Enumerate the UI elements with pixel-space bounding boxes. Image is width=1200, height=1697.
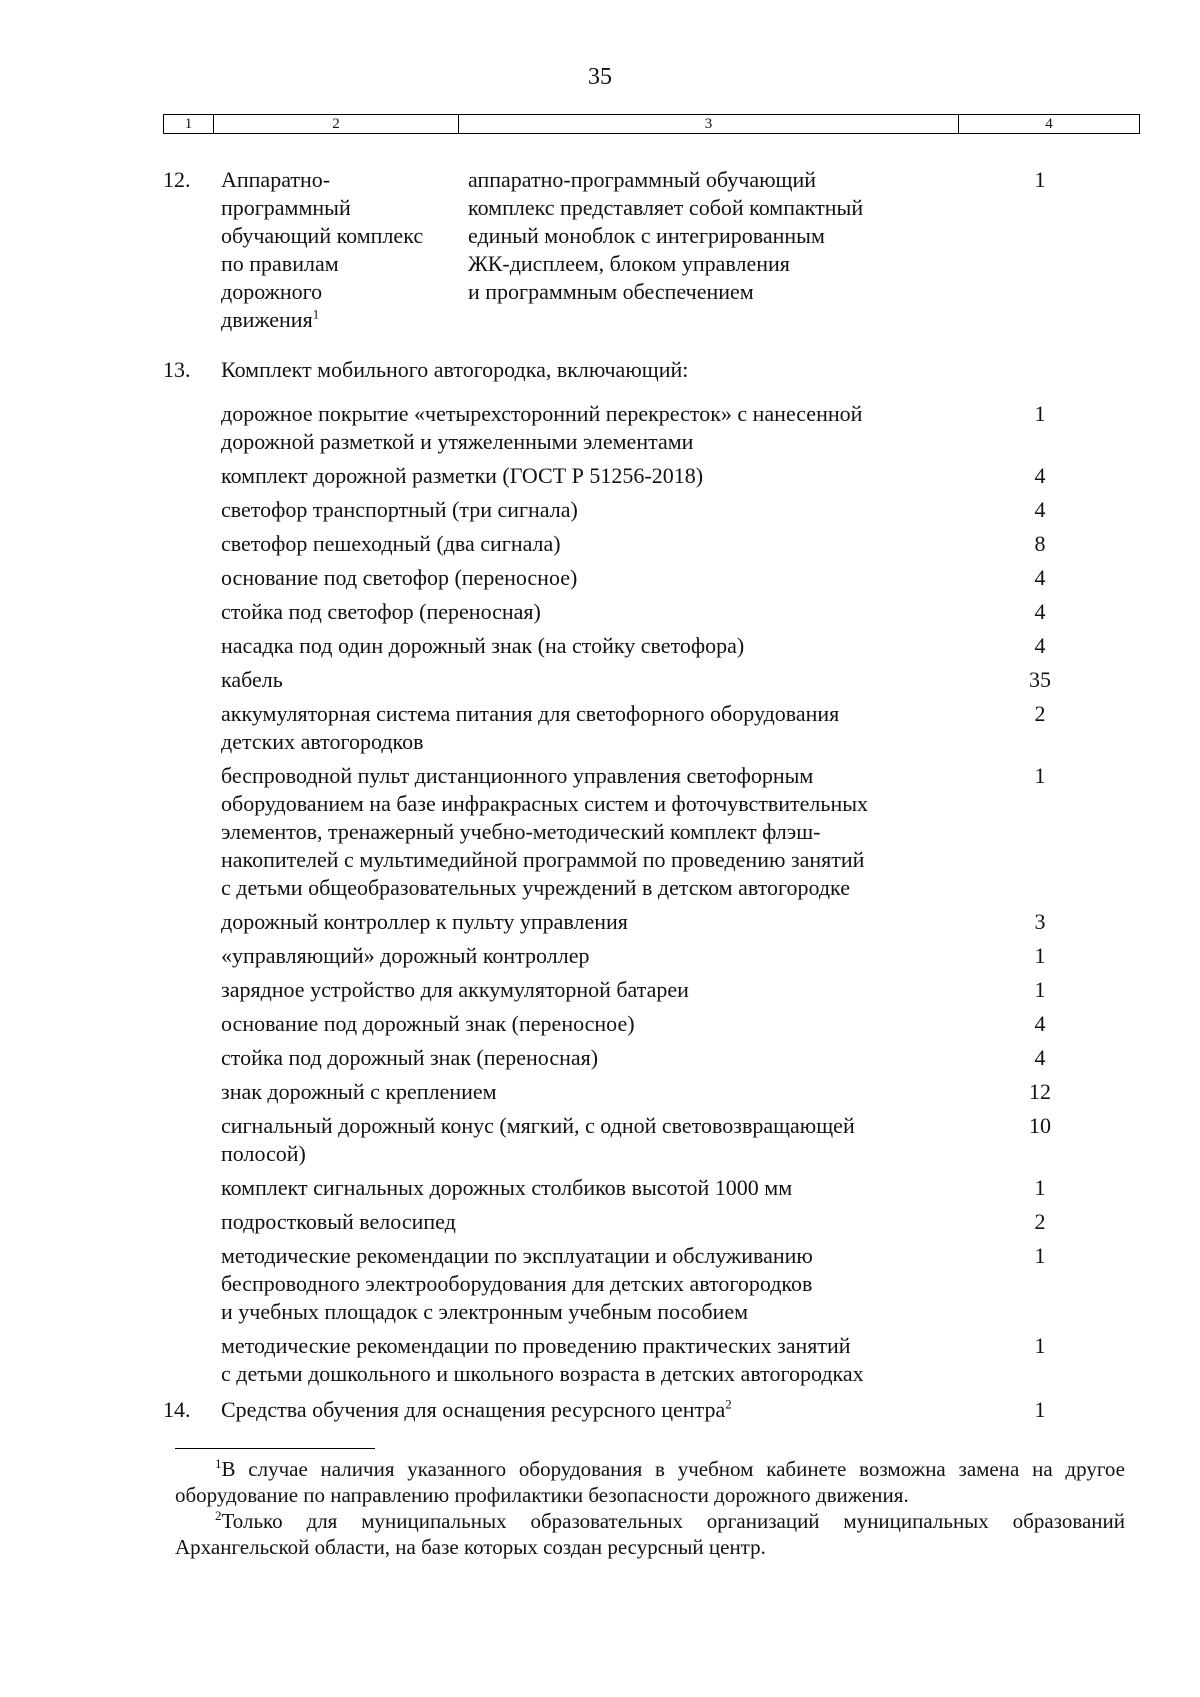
footnote-text: В случае наличия указанного оборудования в учебном кабинете возможна замена на другое оборудование по направлению профилактики безопасности дорожного движения. [175,1457,1125,1507]
item-name-text: Средства обучения для оснащения ресурсного центра [221,1397,726,1422]
item-name-line: по правилам [221,251,339,276]
item-name-line: дорожного [221,279,323,304]
component-name-line: зарядное устройство для аккумуляторной батареи [221,977,689,1002]
component-name-line: светофор транспортный (три сигнала) [221,497,578,522]
component-quantity: 1 [1034,1333,1046,1358]
component-name [221,1242,991,1326]
description-line: и программным обеспечением [468,279,754,304]
item-name-with-footnote [221,1396,1021,1424]
item-name [221,166,461,334]
component-quantity: 4 [1034,1045,1046,1070]
component-name-line: методические рекомендации по проведению практических занятий [221,1333,851,1358]
component-name [221,1208,991,1236]
component-name-line: «управляющий» дорожный контроллер [221,943,590,968]
component-name-line: методические рекомендации по эксплуатации и обслуживанию [221,1243,813,1268]
component-name [221,1044,991,1072]
description-line: единый моноблок с интегрированным [468,223,825,248]
component-name [221,1332,991,1388]
footnote-2 [175,1508,1125,1560]
component-name-line: аккумуляторная система питания для светофорного оборудования [221,701,840,726]
item-quantity: 1 [1034,1397,1046,1422]
component-name [221,462,991,490]
component-name-line: кабель [221,667,283,692]
item-number: 12. [163,167,191,192]
component-name-line: дорожное покрытие «четырехсторонний перекресток» с нанесенной [221,401,863,426]
component-name-line: стойка под дорожный знак (переносная) [221,1045,599,1070]
component-name [221,598,991,626]
component-name-line: дорожный контроллер к пульту управления [221,909,628,934]
component-quantity: 2 [1034,1209,1046,1234]
component-name [221,908,991,936]
component-name [221,496,991,524]
item-name-line: программный [221,195,351,220]
component-quantity: 1 [1034,977,1046,1002]
item-name-line-with-footnote [221,306,461,334]
item-name-line: обучающий комплекс [221,223,424,248]
column-number-3: 3 [459,115,959,134]
item-quantity: 1 [1034,167,1046,192]
component-name-line: элементов, тренажерный учебно-методический комплект флэш- [221,819,821,844]
component-quantity: 1 [1034,943,1046,968]
item-number: 13. [163,357,191,382]
component-quantity: 4 [1034,497,1046,522]
component-quantity: 35 [1029,667,1051,692]
item-title: Комплект мобильного автогородка, включающий: [221,357,689,382]
component-name [221,1174,991,1202]
component-name-line: сигнальный дорожный конус (мягкий, с одной световозвращающей [221,1113,855,1138]
component-name-line: основание под дорожный знак (переносное) [221,1011,635,1036]
component-name-line: знак дорожный с креплением [221,1079,497,1104]
component-name-line: накопителей с мультимедийной программой по проведению занятий [221,847,865,872]
component-quantity: 10 [1029,1113,1051,1138]
component-quantity: 1 [1034,1243,1046,1268]
component-name-line: комплект дорожной разметки (ГОСТ Р 51256-2018) [221,463,704,488]
component-quantity: 4 [1034,463,1046,488]
component-quantity: 4 [1034,599,1046,624]
component-quantity: 3 [1034,909,1046,934]
component-name [221,762,991,902]
footnote-1 [175,1456,1125,1508]
column-number-1: 1 [164,115,214,134]
component-name-line: и учебных площадок с электронным учебным пособием [221,1299,749,1324]
component-name-line: комплект сигнальных дорожных столбиков высотой 1000 мм [221,1175,793,1200]
footnote-mark: 1 [215,1456,222,1471]
component-quantity: 8 [1034,531,1046,556]
component-quantity: 12 [1029,1079,1051,1104]
footnote-text: Только для муниципальных образовательных организаций муниципальных образований Архангельской области, на базе которых создан ресурсный центр. [175,1509,1125,1559]
footnote-reference: 1 [312,306,320,322]
component-quantity: 4 [1034,1011,1046,1036]
page-number: 35 [588,64,612,90]
description-line: ЖК-дисплеем, блоком управления [468,251,790,276]
component-name-line: полосой) [221,1141,306,1166]
component-name-line: стойка под светофор (переносная) [221,599,541,624]
description-line: комплекс представляет собой компактный [468,195,864,220]
component-name [221,1010,991,1038]
footnote-reference: 2 [725,1396,732,1412]
component-name-line: подростковый велосипед [221,1209,456,1234]
column-number-4: 4 [959,115,1140,134]
component-quantity: 2 [1034,701,1046,726]
component-name [221,530,991,558]
component-name [221,942,991,970]
component-name-line: основание под светофор (переносное) [221,565,578,590]
component-quantity: 1 [1034,763,1046,788]
component-name [221,666,991,694]
component-quantity: 1 [1034,1175,1046,1200]
component-name-line: детских автогородков [221,729,424,754]
component-quantity: 4 [1034,633,1046,658]
component-name-line: с детьми дошкольного и школьного возраста в детских автогородках [221,1361,864,1386]
component-name-line: с детьми общеобразовательных учреждений в детском автогородке [221,875,850,900]
component-name-line: беспроводного электрооборудования для детских автогородков [221,1271,813,1296]
component-name-line: оборудованием на базе инфракрасных систем и фоточувствительных [221,791,869,816]
component-name [221,1078,991,1106]
footnote-mark: 2 [215,1508,222,1523]
component-name [221,400,991,456]
component-name-line: дорожной разметкой и утяжеленными элементами [221,429,694,454]
item-name-line: Аппаратно- [221,167,331,192]
item-name-text: движения [221,307,313,332]
component-name [221,1112,991,1168]
component-name [221,700,991,756]
footnote-divider [175,1448,375,1449]
item-number: 14. [163,1397,191,1422]
component-quantity: 4 [1034,565,1046,590]
item-description [468,166,938,306]
component-quantity: 1 [1034,401,1046,426]
component-name-line: светофор пешеходный (два сигнала) [221,531,561,556]
column-number-2: 2 [214,115,459,134]
description-line: аппаратно-программный обучающий [468,167,817,192]
component-name-line: насадка под один дорожный знак (на стойку светофора) [221,633,745,658]
component-name [221,632,991,660]
component-name-line: беспроводной пульт дистанционного управления светофорным [221,763,814,788]
component-name [221,564,991,592]
column-header-table [163,114,1140,134]
component-name [221,976,991,1004]
